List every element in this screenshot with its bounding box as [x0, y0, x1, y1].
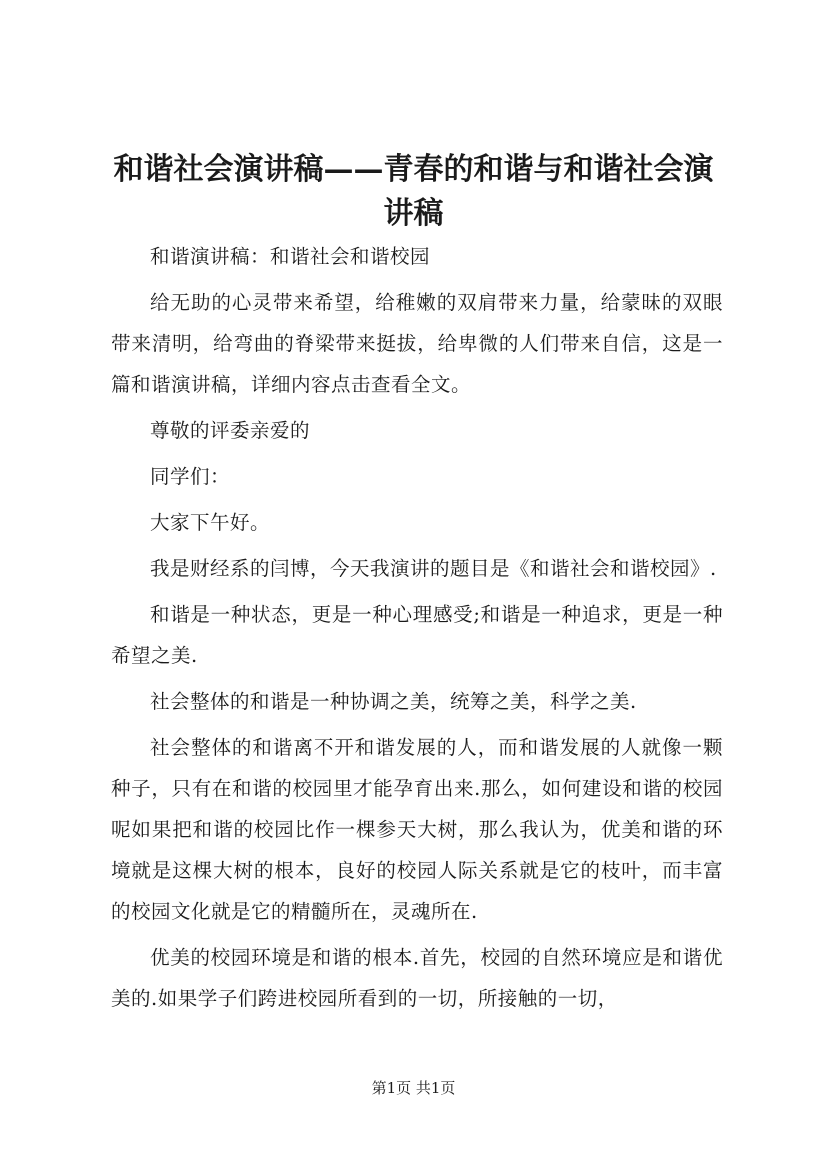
paragraph: 大家下午好。: [150, 511, 271, 534]
paragraph: 优美的校园环境是和谐的根本.首先，校园的自然环境应是和谐优美的.如果学子们跨进校园所看到的一切，所接触的一切，: [111, 946, 723, 1010]
paragraph: 尊敬的评委亲爱的: [150, 419, 311, 442]
document-title: 和谐社会演讲稿——青春的和谐与和谐社会演讲稿: [113, 152, 714, 231]
paragraph: 给无助的心灵带来希望，给稚嫩的双肩带来力量，给蒙昧的双眼带来清明，给弯曲的脊梁带来挺拔，给卑微的人们带来自信，这是一篇和谐演讲稿，详细内容点击查看全文。: [111, 291, 723, 396]
page-footer: 第1页 共1页: [371, 1079, 456, 1097]
paragraph: 同学们：: [150, 465, 231, 488]
paragraph: 社会整体的和谐是一种协调之美，统筹之美，科学之美.: [150, 690, 637, 713]
paragraph: 和谐是一种状态，更是一种心理感受;和谐是一种追求，更是一种希望之美.: [111, 603, 723, 667]
paragraph: 社会整体的和谐离不开和谐发展的人，而和谐发展的人就像一颗种子，只有在和谐的校园里才能孕育出来.那么，如何建设和谐的校园呢如果把和谐的校园比作一棵参天大树，那么我认为，优美和谐的环境就是这棵大树的根本，良好的校园人际关系就是它的枝叶，而丰富的校园文化就是它的精髓所在，灵魂所在.: [111, 736, 723, 923]
document-body: [111, 236, 723, 1024]
paragraph: 我是财经系的闫博，今天我演讲的题目是《和谐社会和谐校园》.: [150, 557, 717, 580]
paragraph: 和谐演讲稿：和谐社会和谐校园: [150, 245, 431, 268]
